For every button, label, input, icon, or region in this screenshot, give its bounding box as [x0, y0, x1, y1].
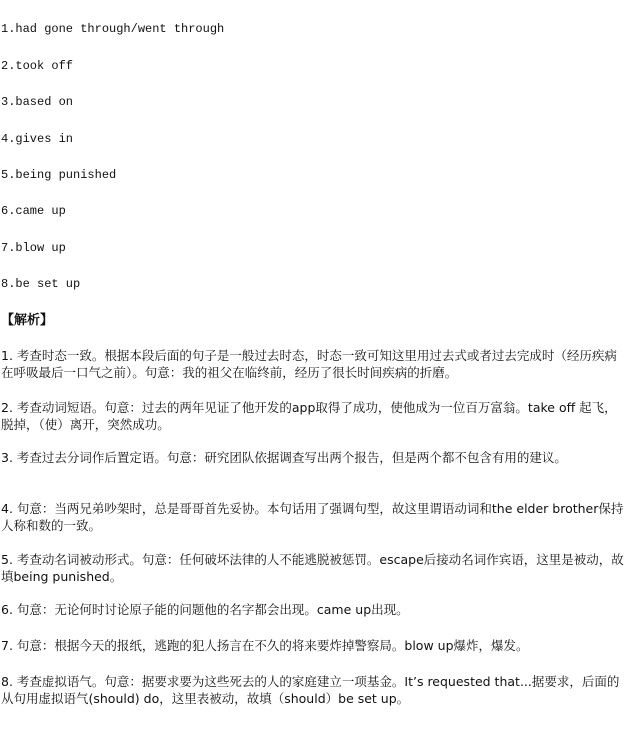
explanation-7: 7. 句意：根据今天的报纸，逃跑的犯人扬言在不久的将来要炸掉警察局。blow up爆炸，爆发。	[1, 638, 529, 653]
answer-4: 4.gives in	[1, 132, 74, 146]
analysis-heading: 【解析】	[1, 313, 54, 328]
answer-6: 6.came up	[1, 204, 66, 218]
explanation-2: 2. 考查动词短语。句意：过去的两年见证了他开发的app取得了成功，使他成为一位百万富翁。take off 起飞，脱掉，（使）离开，突然成功。	[1, 400, 617, 432]
answer-8: 8.be set up	[1, 277, 81, 291]
explanation-8: 8. 考查虚拟语气。句意：据要求要为这些死去的人的家庭建立一项基金。It’s requested that...据要求，后面的从句用虚拟语气(should) do，这里表被动，故填（should）be set up。	[1, 674, 620, 706]
explanation-1: 1. 考查时态一致。根据本段后面的句子是一般过去时态，时态一致可知这里用过去式或者过去完成时（经历疾病在呼吸最后一口气之前）。句意：我的祖父在临终前，经历了很长时间疾病的折磨。	[1, 348, 617, 380]
explanation-4: 4. 句意：当两兄弟吵架时，总是哥哥首先妥协。本句话用了强调句型，故这里谓语动词和the elder brother保持人称和数的一致。	[1, 501, 624, 533]
explanation-6: 6. 句意：无论何时讨论原子能的问题他的名字都会出现。came up出现。	[1, 602, 409, 617]
answer-7: 7.blow up	[1, 241, 66, 255]
answer-2: 2.took off	[1, 59, 74, 73]
explanation-3: 3. 考查过去分词作后置定语。句意：研究团队依据调查写出两个报告，但是两个都不包含有用的建议。	[1, 450, 567, 465]
answer-3: 3.based on	[1, 95, 74, 109]
answer-1: 1.had gone through/went through	[1, 22, 225, 36]
answer-5: 5.being punished	[1, 168, 117, 182]
explanation-5: 5. 考查动名词被动形式。句意：任何破坏法律的人不能逃脱被惩罚。escape后接动名词作宾语，这里是被动，故填being punished。	[1, 552, 624, 584]
